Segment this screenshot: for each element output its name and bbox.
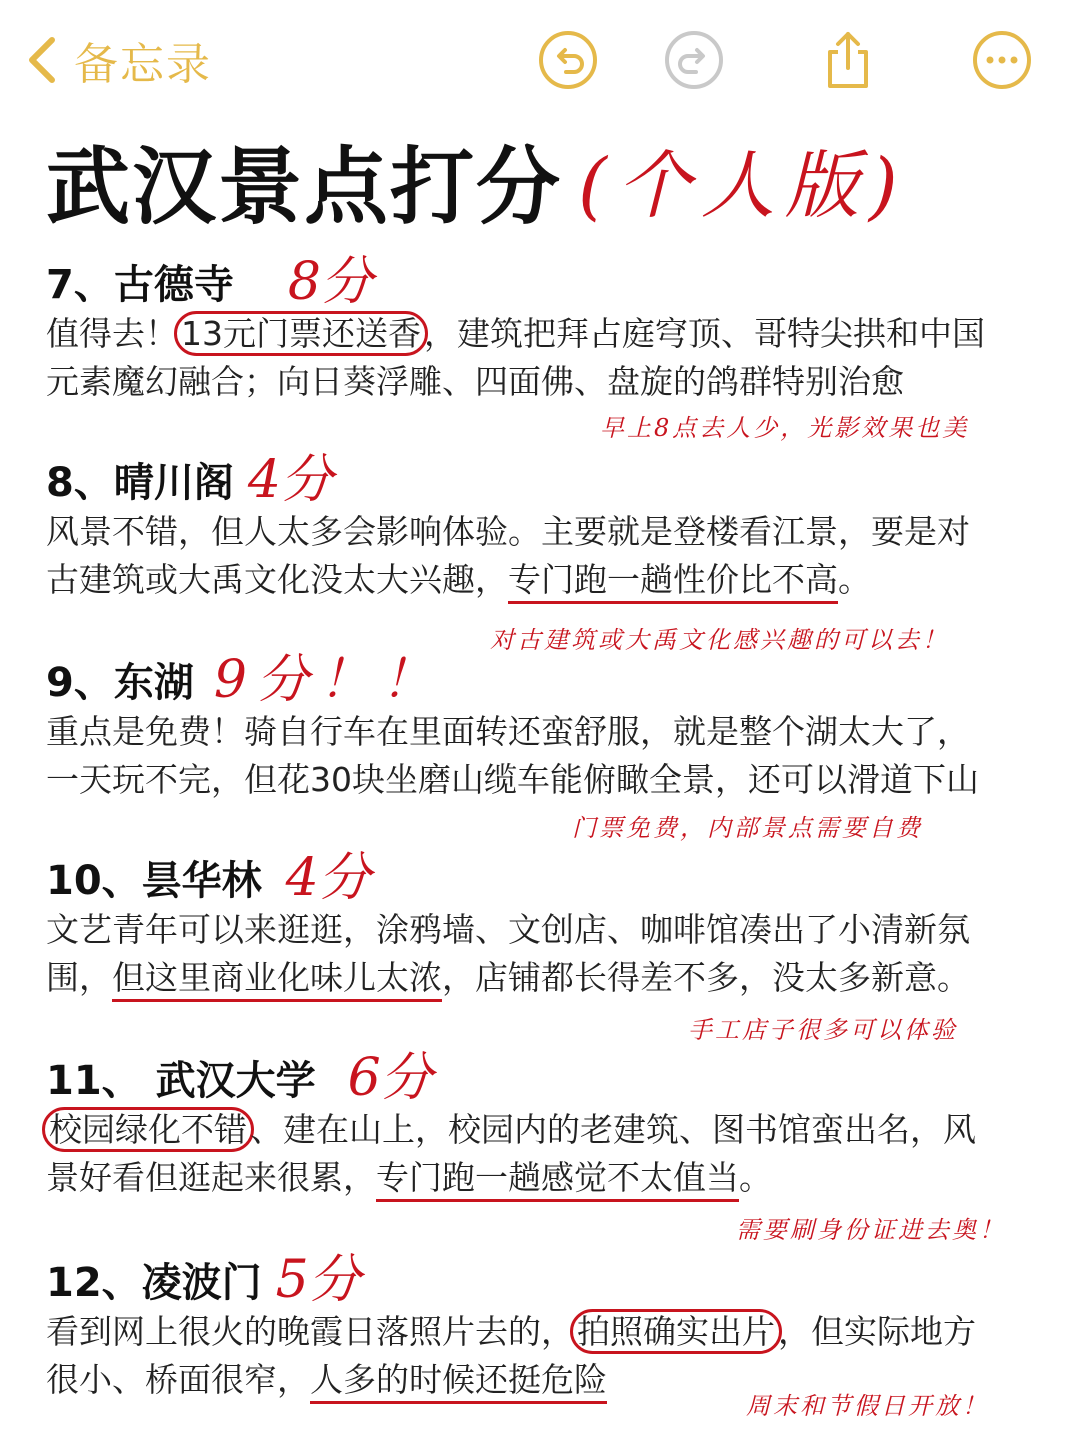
spot-text-line: 看到网上很火的晚霞日落照片去的，拍照确实出片，但实际地方 — [46, 1308, 1046, 1356]
spot-score: 4分 — [285, 848, 371, 908]
redo-button[interactable] — [664, 30, 724, 90]
spot-text-line: 古建筑或大禹文化没太大兴趣，专门跑一趟性价比不高。 — [46, 556, 1046, 604]
spot-name: 10、昙华林 — [46, 858, 262, 904]
spot-annotation: 周末和节假日开放！ — [746, 1392, 989, 1420]
spot-name: 8、晴川阁 — [46, 460, 234, 506]
page-title-row — [46, 130, 908, 236]
spot-section — [46, 448, 1046, 604]
spot-score: 9分！！ — [213, 650, 443, 710]
spot-name: 12、凌波门 — [46, 1260, 262, 1306]
highlight-underline: 专门跑一趟感觉不太值当 — [376, 1158, 739, 1202]
nav-bar — [0, 0, 1080, 120]
share-icon — [818, 30, 878, 90]
spot-text-line: 围，但这里商业化味儿太浓，店铺都长得差不多，没太多新意。 — [46, 954, 1046, 1002]
spot-heading-row — [46, 846, 1046, 906]
spot-score: 4分 — [247, 450, 333, 510]
spot-name: 11、 武汉大学 — [46, 1058, 316, 1104]
back-label: 备忘录 — [74, 39, 212, 90]
title-annotation: (个人版) — [578, 143, 908, 229]
spot-score: 5分 — [275, 1250, 361, 1310]
spot-name: 7、古德寺 — [46, 262, 234, 308]
spot-text-line: 很小、桥面很窄，人多的时候还挺危险 — [46, 1356, 1046, 1404]
highlight-underline: 专门跑一趟性价比不高 — [508, 560, 838, 604]
spot-heading-row — [46, 1046, 1046, 1106]
back-button[interactable] — [20, 28, 212, 92]
spot-section — [46, 648, 1046, 804]
spot-annotation: 手工店子很多可以体验 — [688, 1016, 958, 1044]
spot-annotation: 早上8点去人少，光影效果也美 — [600, 414, 970, 442]
highlight-circle: 13元门票还送香 — [174, 311, 428, 356]
spot-section — [46, 250, 1046, 406]
chevron-left-icon — [20, 30, 64, 90]
spot-text-line: 校园绿化不错、建在山上，校园内的老建筑、图书馆蛮出名，风 — [46, 1106, 1046, 1154]
spot-heading-row — [46, 250, 1046, 310]
highlight-underline: 但这里商业化味儿太浓 — [112, 958, 442, 1002]
highlight-underline: 人多的时候还挺危险 — [310, 1360, 607, 1404]
highlight-circle: 校园绿化不错 — [42, 1107, 254, 1152]
spot-text-line: 风景不错，但人太多会影响体验。主要就是登楼看江景，要是对 — [46, 512, 970, 551]
share-button[interactable] — [818, 30, 878, 90]
spot-heading-row — [46, 448, 1046, 508]
spot-annotation: 对古建筑或大禹文化感兴趣的可以去！ — [490, 626, 949, 654]
highlight-circle: 拍照确实出片 — [570, 1309, 782, 1354]
spot-text-line: 元素魔幻融合；向日葵浮雕、四面佛、盘旋的鸽群特别治愈 — [46, 362, 904, 401]
page-title: 武汉景点打分 — [46, 137, 563, 236]
spot-score: 8分 — [287, 252, 373, 312]
spot-annotation: 需要刷身份证进去奥！ — [736, 1216, 1006, 1244]
spot-heading-row — [46, 1248, 1046, 1308]
spot-text-line: 重点是免费！骑自行车在里面转还蛮舒服，就是整个湖太大了， — [46, 712, 970, 751]
redo-icon — [664, 30, 724, 90]
undo-icon — [538, 30, 598, 90]
spot-text-line: 景好看但逛起来很累，专门跑一趟感觉不太值当。 — [46, 1154, 1046, 1202]
spot-text-line: 值得去！13元门票还送香，建筑把拜占庭穹顶、哥特尖拱和中国 — [46, 310, 1046, 358]
spot-heading-row — [46, 648, 1046, 708]
undo-button[interactable] — [538, 30, 598, 90]
more-icon — [972, 30, 1032, 90]
more-button[interactable] — [972, 30, 1032, 90]
spot-section — [46, 1046, 1046, 1202]
spot-section — [46, 1248, 1046, 1404]
spot-text-line: 一天玩不完，但花30块坐磨山缆车能俯瞰全景，还可以滑道下山 — [46, 760, 979, 799]
spot-section — [46, 846, 1046, 1002]
spot-annotation: 门票免费，内部景点需要自费 — [572, 814, 923, 842]
spot-text-line: 文艺青年可以来逛逛，涂鸦墙、文创店、咖啡馆凑出了小清新氛 — [46, 910, 970, 949]
spot-score: 6分 — [347, 1048, 433, 1108]
spot-name: 9、东湖 — [46, 660, 194, 706]
